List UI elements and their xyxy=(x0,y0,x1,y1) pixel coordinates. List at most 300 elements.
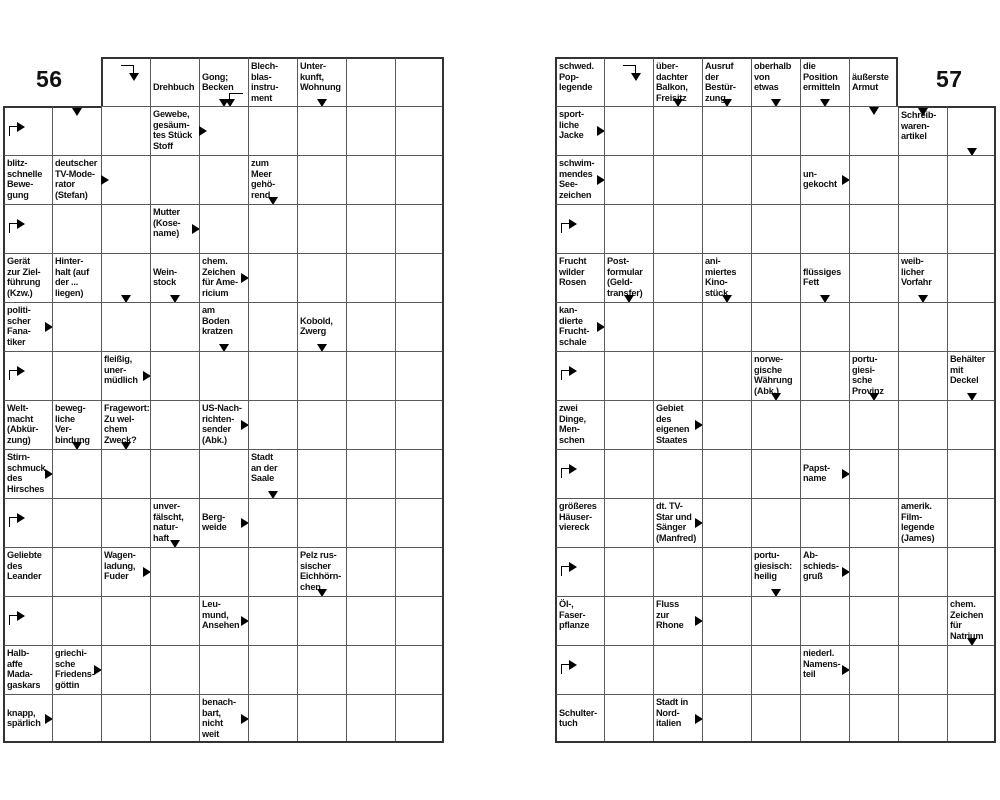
answer-cell[interactable] xyxy=(101,155,150,204)
clue-cell xyxy=(800,645,849,694)
clue-text: fleißig, uner- müdlich xyxy=(104,354,138,386)
answer-cell[interactable] xyxy=(751,449,800,498)
answer-cell[interactable] xyxy=(849,449,898,498)
answer-cell[interactable] xyxy=(3,498,52,547)
answer-cell[interactable] xyxy=(947,106,996,155)
clue-cell xyxy=(947,351,996,400)
answer-cell[interactable] xyxy=(395,204,444,253)
clue-cell xyxy=(800,449,849,498)
answer-cell[interactable] xyxy=(395,57,444,106)
answer-cell[interactable] xyxy=(346,155,395,204)
clue-cell xyxy=(898,253,947,302)
clue-text: schwim- mendes See- zeichen xyxy=(559,158,595,200)
answer-cell[interactable] xyxy=(947,302,996,351)
answer-cell[interactable] xyxy=(604,204,653,253)
answer-cell[interactable] xyxy=(52,694,101,743)
answer-cell[interactable] xyxy=(297,400,346,449)
answer-cell[interactable] xyxy=(751,400,800,449)
answer-cell[interactable] xyxy=(604,498,653,547)
clue-cell xyxy=(3,400,52,449)
answer-cell[interactable] xyxy=(702,351,751,400)
answer-cell[interactable] xyxy=(555,449,604,498)
clue-cell xyxy=(555,155,604,204)
answer-cell[interactable] xyxy=(604,302,653,351)
answer-cell[interactable] xyxy=(898,596,947,645)
down-arrow-icon xyxy=(869,107,879,115)
answer-cell[interactable] xyxy=(199,204,248,253)
clue-text: sport- liche Jacke xyxy=(559,109,584,141)
answer-cell[interactable] xyxy=(849,498,898,547)
answer-cell[interactable] xyxy=(297,155,346,204)
clue-cell xyxy=(800,155,849,204)
answer-cell[interactable] xyxy=(52,106,101,155)
answer-cell[interactable] xyxy=(702,596,751,645)
clue-text: Fragewort: Zu wel- chem Zweck? xyxy=(104,403,150,445)
answer-cell[interactable] xyxy=(297,449,346,498)
clue-cell xyxy=(199,596,248,645)
clue-text: politi- scher Fana- tiker xyxy=(7,305,31,347)
clue-cell xyxy=(3,645,52,694)
answer-cell[interactable] xyxy=(751,204,800,253)
answer-cell[interactable] xyxy=(898,204,947,253)
clue-cell xyxy=(3,253,52,302)
clue-cell xyxy=(555,596,604,645)
clue-cell xyxy=(947,596,996,645)
answer-cell[interactable] xyxy=(248,400,297,449)
answer-cell[interactable] xyxy=(101,253,150,302)
answer-cell[interactable] xyxy=(751,596,800,645)
clue-text: Wein- stock xyxy=(153,266,177,288)
answer-cell[interactable] xyxy=(604,400,653,449)
clue-cell xyxy=(555,57,604,106)
answer-cell[interactable] xyxy=(751,645,800,694)
answer-cell[interactable] xyxy=(52,498,101,547)
clue-cell xyxy=(653,694,702,743)
clue-cell xyxy=(849,351,898,400)
answer-cell[interactable] xyxy=(702,547,751,596)
answer-cell[interactable] xyxy=(346,57,395,106)
answer-cell[interactable] xyxy=(751,694,800,743)
answer-cell[interactable] xyxy=(800,498,849,547)
answer-cell[interactable] xyxy=(395,155,444,204)
answer-cell[interactable] xyxy=(947,449,996,498)
page-number-right: 57 xyxy=(936,66,963,92)
answer-cell[interactable] xyxy=(297,645,346,694)
clue-text: norwe- gische Währung (Abk.) xyxy=(754,354,793,396)
answer-cell[interactable] xyxy=(395,645,444,694)
answer-cell[interactable] xyxy=(150,155,199,204)
answer-cell[interactable] xyxy=(800,400,849,449)
clue-cell xyxy=(150,106,199,155)
answer-cell[interactable] xyxy=(947,498,996,547)
clue-text: portu- giesisch: heilig xyxy=(754,550,793,582)
answer-cell[interactable] xyxy=(101,694,150,743)
clue-cell xyxy=(150,498,199,547)
answer-cell[interactable] xyxy=(604,106,653,155)
answer-cell[interactable] xyxy=(604,694,653,743)
clue-cell xyxy=(653,596,702,645)
clue-text: un- gekocht xyxy=(803,168,837,190)
answer-cell[interactable] xyxy=(702,449,751,498)
answer-cell[interactable] xyxy=(248,302,297,351)
clue-cell xyxy=(3,155,52,204)
answer-cell[interactable] xyxy=(947,645,996,694)
answer-cell[interactable] xyxy=(751,155,800,204)
answer-cell[interactable] xyxy=(604,57,653,106)
answer-cell[interactable] xyxy=(3,596,52,645)
answer-cell[interactable] xyxy=(751,498,800,547)
answer-cell[interactable] xyxy=(297,694,346,743)
clue-cell xyxy=(800,547,849,596)
clue-cell xyxy=(653,400,702,449)
clue-text: äußerste Armut xyxy=(852,71,889,93)
answer-cell[interactable] xyxy=(395,449,444,498)
answer-cell[interactable] xyxy=(395,596,444,645)
clue-cell xyxy=(898,106,947,155)
answer-cell[interactable] xyxy=(751,106,800,155)
clue-cell xyxy=(248,155,297,204)
clue-cell xyxy=(702,253,751,302)
answer-cell[interactable] xyxy=(702,204,751,253)
answer-cell[interactable] xyxy=(849,645,898,694)
answer-cell[interactable] xyxy=(248,204,297,253)
crossword-grid-right xyxy=(555,57,996,743)
clue-text: Post- formular (Geld- transfer) xyxy=(607,256,643,298)
answer-cell[interactable] xyxy=(653,449,702,498)
answer-cell[interactable] xyxy=(199,351,248,400)
clue-text: portu- giesi- sche Provinz xyxy=(852,354,884,396)
answer-cell[interactable] xyxy=(297,253,346,302)
answer-cell[interactable] xyxy=(653,547,702,596)
answer-cell[interactable] xyxy=(346,645,395,694)
clue-cell xyxy=(52,400,101,449)
clue-text: am Boden kratzen xyxy=(202,305,233,337)
clue-text: Leu- mund, Ansehen xyxy=(202,599,240,631)
answer-cell[interactable] xyxy=(395,498,444,547)
clue-cell xyxy=(199,57,248,106)
answer-cell[interactable] xyxy=(555,547,604,596)
clue-text: kan- dierte Frucht- schale xyxy=(559,305,590,347)
clue-text: deutscher TV-Mode- rator (Stefan) xyxy=(55,158,98,200)
answer-cell[interactable] xyxy=(849,106,898,155)
clue-text: flüssiges Fett xyxy=(803,266,842,288)
answer-cell[interactable] xyxy=(395,694,444,743)
clue-cell xyxy=(52,253,101,302)
answer-cell[interactable] xyxy=(199,449,248,498)
answer-cell[interactable] xyxy=(555,351,604,400)
answer-cell[interactable] xyxy=(898,645,947,694)
answer-cell[interactable] xyxy=(849,596,898,645)
answer-cell[interactable] xyxy=(702,302,751,351)
answer-cell[interactable] xyxy=(653,645,702,694)
answer-cell[interactable] xyxy=(199,645,248,694)
clue-cell xyxy=(52,645,101,694)
answer-cell[interactable] xyxy=(395,351,444,400)
answer-cell[interactable] xyxy=(751,302,800,351)
answer-cell[interactable] xyxy=(898,547,947,596)
answer-cell[interactable] xyxy=(702,498,751,547)
clue-text: benach- bart, nicht weit xyxy=(202,697,236,739)
answer-cell[interactable] xyxy=(3,106,52,155)
answer-cell[interactable] xyxy=(346,400,395,449)
answer-cell[interactable] xyxy=(346,204,395,253)
answer-cell[interactable] xyxy=(653,253,702,302)
answer-cell[interactable] xyxy=(947,694,996,743)
answer-cell[interactable] xyxy=(395,302,444,351)
clue-cell xyxy=(3,449,52,498)
clue-text: Geliebte des Leander xyxy=(7,550,42,582)
answer-cell[interactable] xyxy=(297,498,346,547)
clue-text: Drehbuch xyxy=(153,82,195,93)
clue-text: Schulter- tuch xyxy=(559,707,598,729)
answer-cell[interactable] xyxy=(849,204,898,253)
clue-text: amerik. Film- legende (James) xyxy=(901,501,935,543)
clue-text: Unter- kunft, Wohnung xyxy=(300,61,341,93)
answer-cell[interactable] xyxy=(346,302,395,351)
clue-cell xyxy=(248,449,297,498)
answer-cell[interactable] xyxy=(898,449,947,498)
answer-cell[interactable] xyxy=(751,253,800,302)
answer-cell[interactable] xyxy=(248,596,297,645)
answer-cell[interactable] xyxy=(297,204,346,253)
clue-cell xyxy=(653,498,702,547)
answer-cell[interactable] xyxy=(653,204,702,253)
answer-cell[interactable] xyxy=(150,547,199,596)
clue-cell xyxy=(199,302,248,351)
answer-cell[interactable] xyxy=(702,106,751,155)
answer-cell[interactable] xyxy=(150,302,199,351)
answer-cell[interactable] xyxy=(297,106,346,155)
answer-cell[interactable] xyxy=(653,351,702,400)
answer-cell[interactable] xyxy=(248,253,297,302)
answer-cell[interactable] xyxy=(800,596,849,645)
clue-text: niederl. Namens- teil xyxy=(803,648,841,680)
answer-cell[interactable] xyxy=(248,694,297,743)
answer-cell[interactable] xyxy=(604,596,653,645)
answer-cell[interactable] xyxy=(702,400,751,449)
clue-text: Ab- schieds- gruß xyxy=(803,550,839,582)
crossword-grid-left xyxy=(3,57,444,743)
answer-cell[interactable] xyxy=(346,351,395,400)
answer-cell[interactable] xyxy=(898,400,947,449)
answer-cell[interactable] xyxy=(101,596,150,645)
clue-text: die Position ermitteln xyxy=(803,61,841,93)
answer-cell[interactable] xyxy=(849,694,898,743)
clue-text: Wagen- ladung, Fuder xyxy=(104,550,136,582)
answer-cell[interactable] xyxy=(346,596,395,645)
clue-text: zum Meer gehö- rend xyxy=(251,158,276,200)
clue-text: Fluss zur Rhone xyxy=(656,599,684,631)
clue-cell xyxy=(555,498,604,547)
clue-cell xyxy=(849,57,898,106)
clue-text: US-Nach- richten- sender (Abk.) xyxy=(202,403,242,445)
answer-cell[interactable] xyxy=(702,694,751,743)
answer-cell[interactable] xyxy=(52,596,101,645)
answer-cell[interactable] xyxy=(101,645,150,694)
answer-cell[interactable] xyxy=(346,547,395,596)
answer-cell[interactable] xyxy=(101,449,150,498)
answer-cell[interactable] xyxy=(898,155,947,204)
answer-cell[interactable] xyxy=(346,694,395,743)
clue-cell xyxy=(604,253,653,302)
clue-text: beweg- liche Ver- bindung xyxy=(55,403,90,445)
answer-cell[interactable] xyxy=(800,302,849,351)
clue-text: Pelz rus- sischer Eichhörn- chen xyxy=(300,550,342,592)
answer-cell[interactable] xyxy=(346,253,395,302)
clue-cell xyxy=(101,400,150,449)
answer-cell[interactable] xyxy=(849,400,898,449)
right-arrow-icon xyxy=(199,126,207,136)
answer-cell[interactable] xyxy=(248,547,297,596)
clue-text: chem. Zeichen für Ame- ricium xyxy=(202,256,238,298)
clue-text: Behälter mit Deckel xyxy=(950,354,986,386)
answer-cell[interactable] xyxy=(346,106,395,155)
answer-cell[interactable] xyxy=(3,204,52,253)
clue-cell xyxy=(199,694,248,743)
answer-cell[interactable] xyxy=(800,694,849,743)
clue-cell xyxy=(297,57,346,106)
clue-cell xyxy=(52,155,101,204)
clue-cell xyxy=(199,498,248,547)
answer-cell[interactable] xyxy=(898,694,947,743)
clue-text: über- dachter Balkon, Freisitz xyxy=(656,61,688,103)
answer-cell[interactable] xyxy=(604,351,653,400)
answer-cell[interactable] xyxy=(346,449,395,498)
clue-text: knapp, spärlich xyxy=(7,707,41,729)
clue-cell xyxy=(150,253,199,302)
answer-cell[interactable] xyxy=(898,302,947,351)
clue-cell xyxy=(555,694,604,743)
answer-cell[interactable] xyxy=(3,351,52,400)
answer-cell[interactable] xyxy=(52,547,101,596)
clue-text: Mutter (Kose- name) xyxy=(153,207,181,239)
clue-text: Berg- weide xyxy=(202,511,227,533)
clue-cell xyxy=(751,57,800,106)
clue-text: Papst- name xyxy=(803,462,830,484)
clue-cell xyxy=(297,302,346,351)
clue-text: Hinter- halt (auf der ... liegen) xyxy=(55,256,89,298)
answer-cell[interactable] xyxy=(653,106,702,155)
answer-cell[interactable] xyxy=(346,498,395,547)
answer-cell[interactable] xyxy=(52,351,101,400)
clue-text: Gerät zur Ziel- führung (Kzw.) xyxy=(7,256,41,298)
answer-cell[interactable] xyxy=(947,155,996,204)
clue-cell xyxy=(199,253,248,302)
answer-cell[interactable] xyxy=(248,498,297,547)
answer-cell[interactable] xyxy=(849,253,898,302)
clue-text: ani- miertes Kino- stück xyxy=(705,256,737,298)
answer-cell[interactable] xyxy=(849,302,898,351)
clue-cell xyxy=(751,547,800,596)
answer-cell[interactable] xyxy=(849,547,898,596)
answer-cell[interactable] xyxy=(101,302,150,351)
clue-cell xyxy=(101,351,150,400)
clue-text: größeres Häuser- viereck xyxy=(559,501,597,533)
answer-cell[interactable] xyxy=(395,106,444,155)
answer-cell[interactable] xyxy=(150,694,199,743)
clue-cell xyxy=(555,106,604,155)
answer-cell[interactable] xyxy=(800,204,849,253)
answer-cell[interactable] xyxy=(150,645,199,694)
answer-cell[interactable] xyxy=(555,204,604,253)
answer-cell[interactable] xyxy=(800,351,849,400)
clue-text: oberhalb von etwas xyxy=(754,61,792,93)
answer-cell[interactable] xyxy=(702,645,751,694)
answer-cell[interactable] xyxy=(199,106,248,155)
answer-cell[interactable] xyxy=(52,204,101,253)
answer-cell[interactable] xyxy=(297,351,346,400)
answer-cell[interactable] xyxy=(653,155,702,204)
clue-text: unver- fälscht, natur- haft xyxy=(153,501,184,543)
answer-cell[interactable] xyxy=(297,596,346,645)
answer-cell[interactable] xyxy=(395,547,444,596)
answer-cell[interactable] xyxy=(395,400,444,449)
answer-cell[interactable] xyxy=(395,253,444,302)
clue-text: chem. Zeichen für Natrium xyxy=(950,599,984,641)
answer-cell[interactable] xyxy=(248,106,297,155)
clue-text: dt. TV- Star und Sänger (Manfred) xyxy=(656,501,697,543)
answer-cell[interactable] xyxy=(101,204,150,253)
clue-cell xyxy=(248,57,297,106)
clue-cell xyxy=(150,204,199,253)
answer-cell[interactable] xyxy=(800,106,849,155)
answer-cell[interactable] xyxy=(52,302,101,351)
answer-cell[interactable] xyxy=(101,57,150,106)
answer-cell[interactable] xyxy=(101,106,150,155)
clue-cell xyxy=(150,57,199,106)
answer-cell[interactable] xyxy=(947,253,996,302)
clue-cell xyxy=(898,498,947,547)
clue-text: Stadt in Nord- italien xyxy=(656,697,689,729)
answer-cell[interactable] xyxy=(947,204,996,253)
clue-text: Kobold, Zwerg xyxy=(300,315,333,337)
answer-cell[interactable] xyxy=(604,155,653,204)
answer-cell[interactable] xyxy=(604,449,653,498)
clue-cell xyxy=(800,253,849,302)
answer-cell[interactable] xyxy=(248,351,297,400)
answer-cell[interactable] xyxy=(248,645,297,694)
clue-text: zwei Dinge, Men- schen xyxy=(559,403,586,445)
answer-cell[interactable] xyxy=(702,155,751,204)
answer-cell[interactable] xyxy=(52,449,101,498)
answer-cell[interactable] xyxy=(898,351,947,400)
answer-cell[interactable] xyxy=(947,400,996,449)
clue-text: Öl-, Faser- pflanze xyxy=(559,599,590,631)
answer-cell[interactable] xyxy=(653,302,702,351)
right-arrow-icon xyxy=(101,175,109,185)
answer-cell[interactable] xyxy=(101,498,150,547)
clue-cell xyxy=(199,400,248,449)
answer-cell[interactable] xyxy=(199,155,248,204)
answer-cell[interactable] xyxy=(947,547,996,596)
clue-cell xyxy=(555,253,604,302)
clue-text: griechi- sche Friedens- göttin xyxy=(55,648,95,690)
answer-cell[interactable] xyxy=(604,547,653,596)
answer-cell[interactable] xyxy=(150,400,199,449)
clue-text: Gewebe, gesäum- tes Stück Stoff xyxy=(153,109,193,151)
answer-cell[interactable] xyxy=(604,645,653,694)
answer-cell[interactable] xyxy=(150,351,199,400)
answer-cell[interactable] xyxy=(150,449,199,498)
answer-cell[interactable] xyxy=(849,155,898,204)
answer-cell[interactable] xyxy=(150,596,199,645)
answer-cell[interactable] xyxy=(199,547,248,596)
answer-cell[interactable] xyxy=(555,645,604,694)
page-number-left: 56 xyxy=(36,66,63,92)
clue-text: Gebiet des eigenen Staates xyxy=(656,403,690,445)
clue-cell xyxy=(702,57,751,106)
clue-text: Ausruf der Bestür- zung xyxy=(705,61,736,103)
